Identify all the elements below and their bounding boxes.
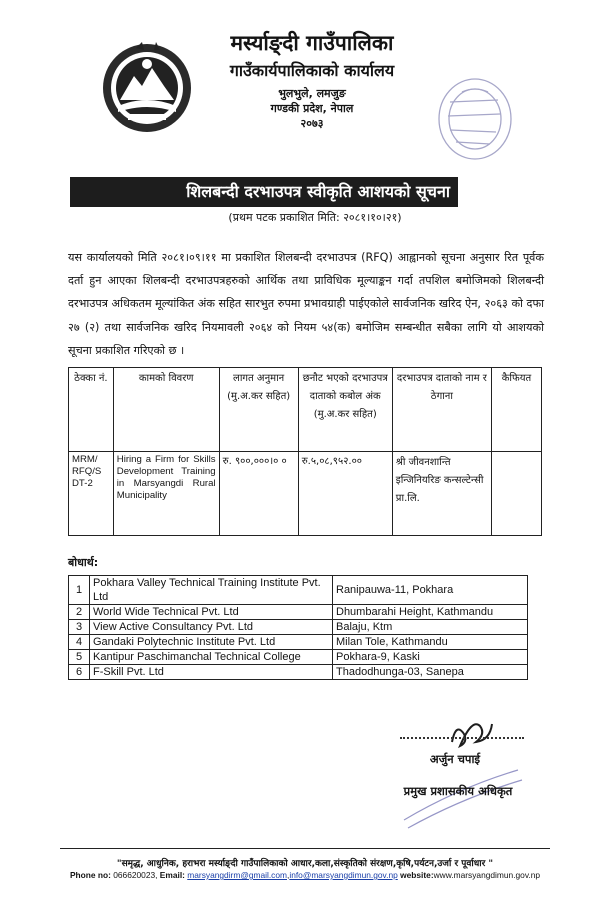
- office-seal-stamp-icon: [430, 72, 520, 166]
- firm-name: Kantipur Paschimanchal Technical College: [90, 650, 333, 665]
- bid-result-table: [68, 367, 542, 536]
- list-item: [69, 620, 528, 635]
- header-selected-bid: छनौट भएको दरभाउपत्र दाताको कबोल अंक (मु.अ.कर सहित): [298, 368, 392, 452]
- handwritten-signature-icon: [446, 712, 496, 756]
- municipality-name: मर्स्याङ्दी गाउँपालिका: [230, 31, 394, 55]
- table-row: [69, 452, 542, 536]
- header-work-description: कामको विवरण: [113, 368, 219, 452]
- header-bidder: दरभाउपत्र दाताको नाम र ठेगाना: [392, 368, 491, 452]
- firm-number: 6: [69, 665, 90, 680]
- firm-number: 4: [69, 635, 90, 650]
- table-header-row: [69, 368, 542, 452]
- firm-number: 5: [69, 650, 90, 665]
- firm-address: Thadodhunga-03, Sanepa: [333, 665, 528, 680]
- cc-label: बोधार्थ:: [68, 556, 99, 569]
- firm-name: World Wide Technical Pvt. Ltd: [90, 605, 333, 620]
- cell-remarks: [491, 452, 541, 536]
- footer-contact: Phone no: 066620023, Email: marsyangdirm@gmail.com,info@marsyangdimun.gov.np website:www.marsyangdimun.gov.np: [69, 870, 541, 880]
- notice-body: यस कार्यालयको मिति २०८१।०९।११ मा प्रकाशित शिलबन्दी दरभाउपत्र (RFQ) आह्वानको सूचना अनुसार रित पूर्वक दर्ता हुन आएका शिलबन्दी दरभाउपत्रहरुको आर्थिक तथा प्राविधिक मूल्याङ्कन गर्दा तपशिल बमोजिमको शिलबन्दी दरभाउपत्र अधिकतम मूल्यांकित अंक सहित सारभुत रुपमा प्रभावग्राही पाईएकोले सार्वजनिक खरिद ऐन, २०६३ को दफा २७ (२) तथा सार्वजनिक खरिद नियमावली २०६४ को नियम ५४(क) बमोजिम सम्बन्धीत सबैका लागि यो आशयको सूचना प्रकाशित गरिएको छ ।: [68, 251, 544, 357]
- cell-cost-estimate: रु. ९००,०००।० ०: [219, 452, 298, 536]
- list-item: [69, 576, 528, 605]
- firm-number: 3: [69, 620, 90, 635]
- firm-address: Milan Tole, Kathmandu: [333, 635, 528, 650]
- email-link-2[interactable]: info@marsyangdimun.gov.np: [289, 870, 398, 880]
- list-item: [69, 605, 528, 620]
- list-item: [69, 635, 528, 650]
- cc-firm-table: [68, 575, 528, 680]
- municipality-logo-icon: [98, 42, 196, 134]
- footer-divider: [60, 848, 550, 849]
- firm-name: Pokhara Valley Technical Training Institute Pvt. Ltd: [90, 576, 333, 605]
- header-cost-estimate: लागत अनुमान (मु.अ.कर सहित): [219, 368, 298, 452]
- header-remarks: कैफियत: [491, 368, 541, 452]
- footer-motto: "समृद्ध, आधुनिक, हराभरा मर्स्याङ्दी गाउँपालिकाको आधार,कला,संस्कृतिको संरक्षण,कृषि,पर्यटन,उर्जा र पूर्वाधार ": [116, 859, 494, 869]
- cell-work-description: Hiring a Firm for Skills Development Training in Marsyangdi Rural Municipality: [113, 452, 219, 536]
- office-name: गाउँकार्यपालिकाको कार्यालय: [229, 61, 395, 80]
- firm-name: View Active Consultancy Pvt. Ltd: [90, 620, 333, 635]
- signature-line: [400, 737, 524, 739]
- address-line-1: भुलभुले, लमजुङ: [278, 87, 346, 100]
- notice-publish-date: (प्रथम पटक प्रकाशित मिति: २०८१।१०।२१): [228, 211, 402, 224]
- website-label: website:: [400, 870, 434, 880]
- email-link-1[interactable]: marsyangdirm@gmail.com: [187, 870, 287, 880]
- phone-number: 066620023,: [113, 870, 158, 880]
- firm-number: 2: [69, 605, 90, 620]
- firm-name: Gandaki Polytechnic Institute Pvt. Ltd: [90, 635, 333, 650]
- address-line-2: गण्डकी प्रदेश, नेपाल: [270, 102, 354, 115]
- list-item: [69, 650, 528, 665]
- firm-address: Balaju, Ktm: [333, 620, 528, 635]
- list-item: [69, 665, 528, 680]
- phone-label: Phone no:: [69, 870, 111, 880]
- notice-title-banner: शिलबन्दी दरभाउपत्र स्वीकृति आशयको सूचना: [70, 177, 458, 207]
- email-label: Email:: [159, 870, 185, 880]
- cell-selected-bid: रु.५,०८,९५२.००: [298, 452, 392, 536]
- signatory-name: अर्जुन चपाई: [429, 752, 481, 766]
- established-year: २०७३: [300, 117, 324, 130]
- cell-contract-no: MRM/ RFQ/S DT-2: [69, 452, 114, 536]
- signatory-designation: प्रमुख प्रशासकीय अधिकृत: [403, 784, 513, 798]
- firm-address: Pokhara-9, Kaski: [333, 650, 528, 665]
- firm-address: Dhumbarahi Height, Kathmandu: [333, 605, 528, 620]
- firm-name: F-Skill Pvt. Ltd: [90, 665, 333, 680]
- letterhead: [196, 30, 428, 131]
- cell-bidder: श्री जीवनशान्ति इन्जिनियरिङ कन्सल्टेन्सी प्रा.लि.: [392, 452, 491, 536]
- firm-address: Ranipauwa-11, Pokhara: [333, 576, 528, 605]
- header-contract-no: ठेक्का नं.: [69, 368, 114, 452]
- website-link[interactable]: www.marsyangdimun.gov.np: [433, 870, 541, 880]
- firm-number: 1: [69, 576, 90, 605]
